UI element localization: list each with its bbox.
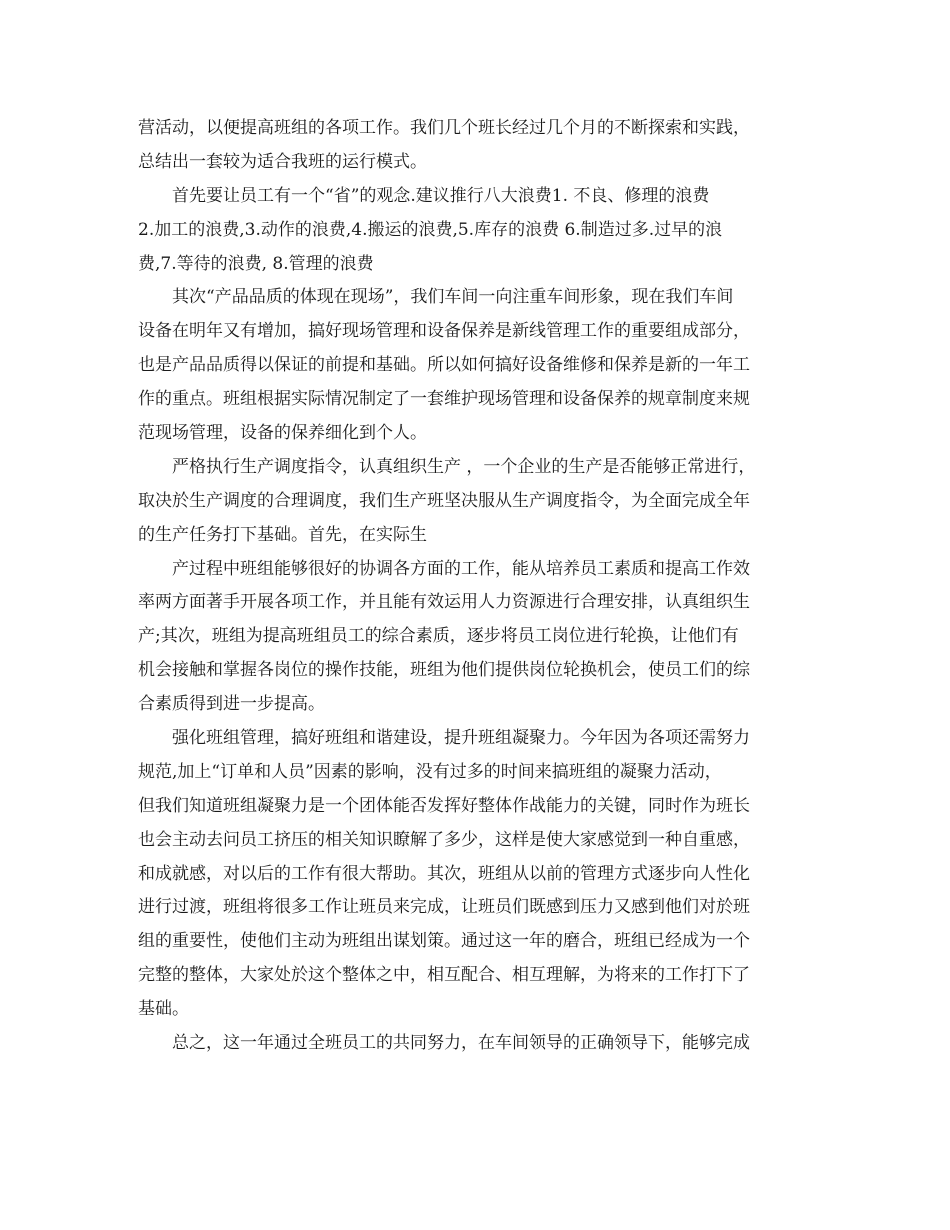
paragraph-first-line: 严格执行生产调度指令，认真组织生产 ，一个企业的生产是否能够正常进行， [172, 456, 756, 477]
text-line: 的生产任务打下基础。首先，在实际生 [138, 524, 427, 545]
text-line: 基础。 [138, 999, 189, 1020]
paragraph-first-line: 产过程中班组能够很好的协调各方面的工作，能从培养员工素质和提高工作效 [172, 558, 750, 579]
paragraph-first-line: 首先要让员工有一个“省”的观念.建议推行八大浪费1. 不良、修理的浪费 [172, 185, 710, 206]
text-line: 取决於生产调度的合理调度，我们生产班坚决服从生产调度指令，为全面完成全年 [138, 490, 750, 511]
text-line: 机会接触和掌握各岗位的操作技能，班组为他们提供岗位轮换机会，使员工们的综 [138, 660, 750, 681]
text-line: 合素质得到进一步提高。 [138, 694, 325, 715]
text-line: 和成就感，对以后的工作有很大帮助。其次，班组从以前的管理方式逐步向人性化 [138, 863, 750, 884]
text-line: 也会主动去问员工挤压的相关知识瞭解了多少，这样是使大家感觉到一种自重感， [138, 829, 750, 850]
text-line: 范现场管理，设备的保养细化到个人。 [138, 423, 427, 444]
text-line: 完整的整体，大家处於这个整体之中，相互配合、相互理解，为将来的工作打下了 [138, 965, 750, 986]
text-line: 营活动，以便提高班组的各项工作。我们几个班长经过几个月的不断探索和实践， [138, 118, 750, 138]
text-line: 2.加工的浪费,3.动作的浪费,4.搬运的浪费,5.库存的浪费 6.制造过多.过早的浪 [138, 219, 723, 240]
text-line: 设备在明年又有增加，搞好现场管理和设备保养是新线管理工作的重要组成部分， [138, 321, 750, 342]
text-line: 作的重点。班组根据实际情况制定了一套维护现场管理和设备保养的规章制度来规 [138, 389, 750, 410]
text-line: 产;其次，班组为提高班组员工的综合素质，逐步将员工岗位进行轮换，让他们有 [138, 626, 739, 647]
text-line: 但我们知道班组凝聚力是一个团体能否发挥好整体作战能力的关键，同时作为班长 [138, 795, 750, 816]
text-line: 也是产品品质得以保证的前提和基础。所以如何搞好设备维修和保养是新的一年工 [138, 355, 750, 376]
paragraph-first-line: 其次“产品品质的体现在现场”，我们车间一向注重车间形象，现在我们车间 [172, 287, 734, 308]
paragraph-first-line: 强化班组管理，搞好班组和谐建设，提升班组凝聚力。今年因为各项还需努力 [172, 728, 750, 749]
text-line: 组的重要性，使他们主动为班组出谋划策。通过这一年的磨合，班组已经成为一个 [138, 931, 750, 952]
paragraph-first-line: 总之，这一年通过全班员工的共同努力，在车间领导的正确领导下，能够完成 [172, 1033, 750, 1054]
document-body [138, 112, 828, 1061]
text-line: 进行过渡，班组将很多工作让班员来完成，让班员们既感到压力又感到他们对於班 [138, 897, 750, 918]
text-line: 总结出一套较为适合我班的运行模式。 [138, 151, 427, 172]
text-line: 率两方面著手开展各项工作，并且能有效运用人力资源进行合理安排，认真组织生 [138, 592, 750, 613]
text-line: 费,7.等待的浪费, 8.管理的浪费 [138, 253, 374, 274]
text-line: 规范,加上“订单和人员”因素的影响，没有过多的时间来搞班组的凝聚力活动， [138, 761, 722, 782]
